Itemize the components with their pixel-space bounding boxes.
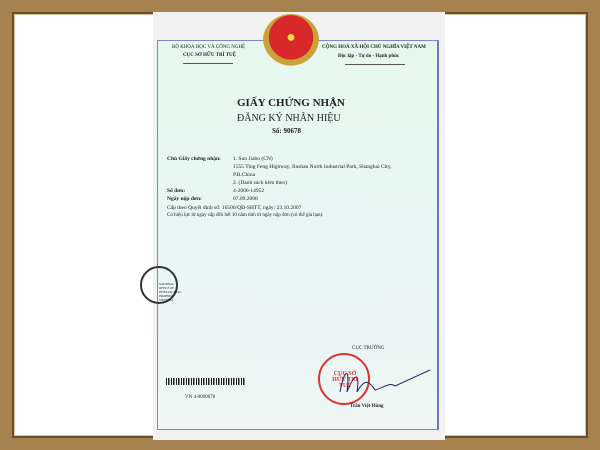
signer-title: CỤC TRƯỞNG (352, 346, 385, 351)
national-emblem (263, 14, 319, 66)
filing-label: Ngày nộp đơn: (167, 196, 202, 202)
ministry-name: BỘ KHOA HỌC VÀ CÔNG NGHỆ (172, 45, 246, 50)
barcode (166, 378, 246, 385)
owner-label: Chủ Giấy chứng nhận: (167, 156, 221, 162)
country-name: CỘNG HOÀ XÃ HỘI CHỦ NGHĨA VIỆT NAM (322, 45, 426, 50)
owner-2: 2. (Danh sách kèm theo) (233, 180, 287, 186)
decision: Cấp theo Quyết định số: 16506/QĐ-SHTT, ngày: 23.10.2007 (167, 205, 302, 211)
owner-1: 1. Sun Jiabo (CN) (233, 156, 273, 162)
signer-name: Trần Việt Hùng (350, 404, 384, 409)
app-no: 4-2006-14952 (233, 188, 265, 194)
filing-date: 07.09.2006 (233, 196, 258, 202)
left-seal (140, 266, 182, 304)
motto: Độc lập - Tự do - Hạnh phúc (338, 54, 400, 59)
validity: Có hiệu lực từ ngày cấp đến hết 10 năm tính từ ngày nộp đơn (có thể gia hạn). (167, 213, 324, 218)
divider (345, 64, 405, 65)
seal-text: CỤC SỞ HỮU TRÍ TUỆ (332, 371, 358, 389)
certificate-title: GIẤY CHỨNG NHẬN (237, 97, 345, 109)
certificate-subtitle: ĐĂNG KÝ NHÃN HIỆU (237, 113, 341, 124)
owner-address-2: P.R.China (233, 172, 256, 178)
app-no-label: Số đơn: (167, 188, 186, 194)
certificate-number: Số: 90678 (272, 127, 301, 135)
divider (183, 63, 233, 64)
signature (335, 362, 435, 402)
seal-text: NATIONAL OFFICE OF INTELLECTUAL PROPERTY VIETNAM (159, 282, 182, 302)
owner-address: 1555 Ting Feng Highway, Jinshan North Industrial Park, Shanghai City, (233, 164, 392, 170)
office-name: CỤC SỞ HỮU TRÍ TUỆ (183, 53, 236, 58)
barcode-number: VN 4-0090678 (185, 395, 216, 400)
